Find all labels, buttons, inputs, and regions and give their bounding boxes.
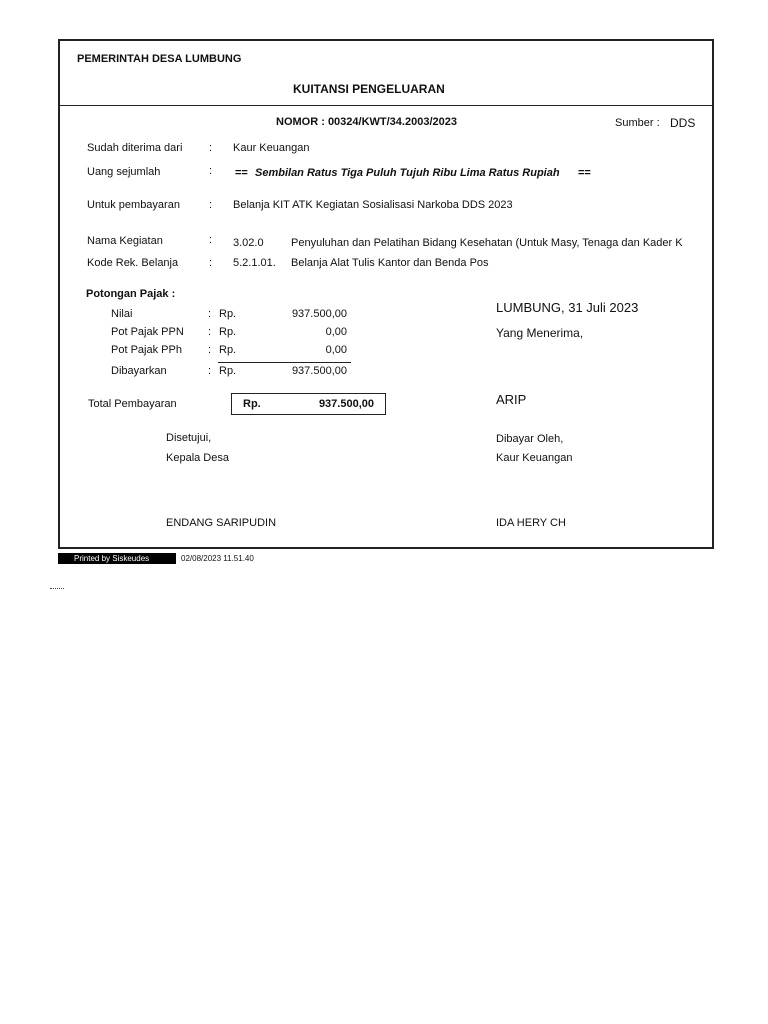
purpose-value: Belanja KIT ATK Kegiatan Sosialisasi Narkoba DDS 2023 bbox=[233, 199, 513, 211]
tax-heading: Potongan Pajak : bbox=[86, 288, 176, 300]
activity-name: Penyuluhan dan Pelatihan Bidang Kesehatan (Untuk Masy, Tenaga dan Kader K bbox=[291, 237, 683, 249]
tax-row-label: Pot Pajak PPh bbox=[111, 344, 182, 356]
payer-role: Kaur Keuangan bbox=[496, 452, 573, 464]
tax-row-currency: Rp. bbox=[219, 365, 237, 377]
account-name: Belanja Alat Tulis Kantor dan Benda Pos bbox=[291, 257, 489, 269]
printed-by-badge: Printed by Siskeudes bbox=[58, 553, 176, 564]
colon: : bbox=[208, 308, 212, 320]
sum-line bbox=[218, 362, 351, 363]
total-value: 937.500,00 bbox=[318, 398, 374, 410]
colon: : bbox=[209, 234, 213, 246]
approved-label: Disetujui, bbox=[166, 432, 212, 444]
paid-by-label: Dibayar Oleh, bbox=[496, 433, 564, 445]
activity-code: 3.02.0 bbox=[233, 237, 264, 249]
receipt-title: KUITANSI PENGELUARAN bbox=[293, 82, 445, 96]
tax-row-value: 937.500,00 bbox=[291, 308, 347, 320]
receipt-number: NOMOR : 00324/KWT/34.2003/2023 bbox=[276, 116, 457, 128]
org-name: PEMERINTAH DESA LUMBUNG bbox=[77, 53, 242, 65]
tax-row-label: Nilai bbox=[111, 308, 133, 320]
approver-role: Kepala Desa bbox=[166, 452, 229, 464]
tax-row-currency: Rp. bbox=[219, 326, 237, 338]
place-date: LUMBUNG, 31 Juli 2023 bbox=[496, 300, 639, 315]
header-divider bbox=[60, 105, 712, 106]
colon: : bbox=[209, 165, 213, 177]
received-from-label: Sudah diterima dari bbox=[87, 142, 183, 154]
receipt-frame bbox=[58, 39, 714, 549]
total-currency: Rp. bbox=[243, 398, 261, 410]
purpose-label: Untuk pembayaran bbox=[87, 199, 180, 211]
total-label: Total Pembayaran bbox=[88, 398, 177, 410]
activity-label: Nama Kegiatan bbox=[87, 235, 163, 247]
tax-row-value: 0,00 bbox=[325, 326, 347, 338]
tax-row-currency: Rp. bbox=[219, 308, 237, 320]
colon: : bbox=[208, 326, 212, 338]
amount-prefix: == bbox=[235, 167, 248, 179]
payer-name: IDA HERY CH bbox=[496, 517, 566, 529]
amount-label: Uang sejumlah bbox=[87, 166, 161, 178]
account-label: Kode Rek. Belanja bbox=[87, 257, 179, 269]
colon: : bbox=[209, 142, 213, 154]
source-label: Sumber : bbox=[615, 117, 660, 129]
colon: : bbox=[208, 344, 212, 356]
printed-timestamp: 02/08/2023 11.51.40 bbox=[181, 554, 254, 563]
tax-row-value: 0,00 bbox=[325, 344, 347, 356]
colon: : bbox=[208, 365, 212, 377]
account-code: 5.2.1.01. bbox=[233, 257, 276, 269]
tax-row-label: Dibayarkan bbox=[111, 365, 167, 377]
tax-row-label: Pot Pajak PPN bbox=[111, 326, 184, 338]
received-from-value: Kaur Keuangan bbox=[233, 142, 310, 154]
tax-row-value: 937.500,00 bbox=[291, 365, 347, 377]
approver-name: ENDANG SARIPUDIN bbox=[166, 517, 277, 529]
colon: : bbox=[209, 199, 213, 211]
colon: : bbox=[209, 257, 213, 269]
recipient-name: ARIP bbox=[496, 392, 527, 407]
amount-in-words: Sembilan Ratus Tiga Puluh Tujuh Ribu Lima Ratus Rupiah bbox=[255, 167, 560, 179]
tax-row-currency: Rp. bbox=[219, 344, 237, 356]
amount-suffix: == bbox=[578, 167, 591, 179]
source-value: DDS bbox=[670, 116, 696, 130]
page-mark bbox=[50, 588, 64, 591]
recipient-role: Yang Menerima, bbox=[496, 326, 584, 340]
total-box bbox=[231, 393, 386, 415]
